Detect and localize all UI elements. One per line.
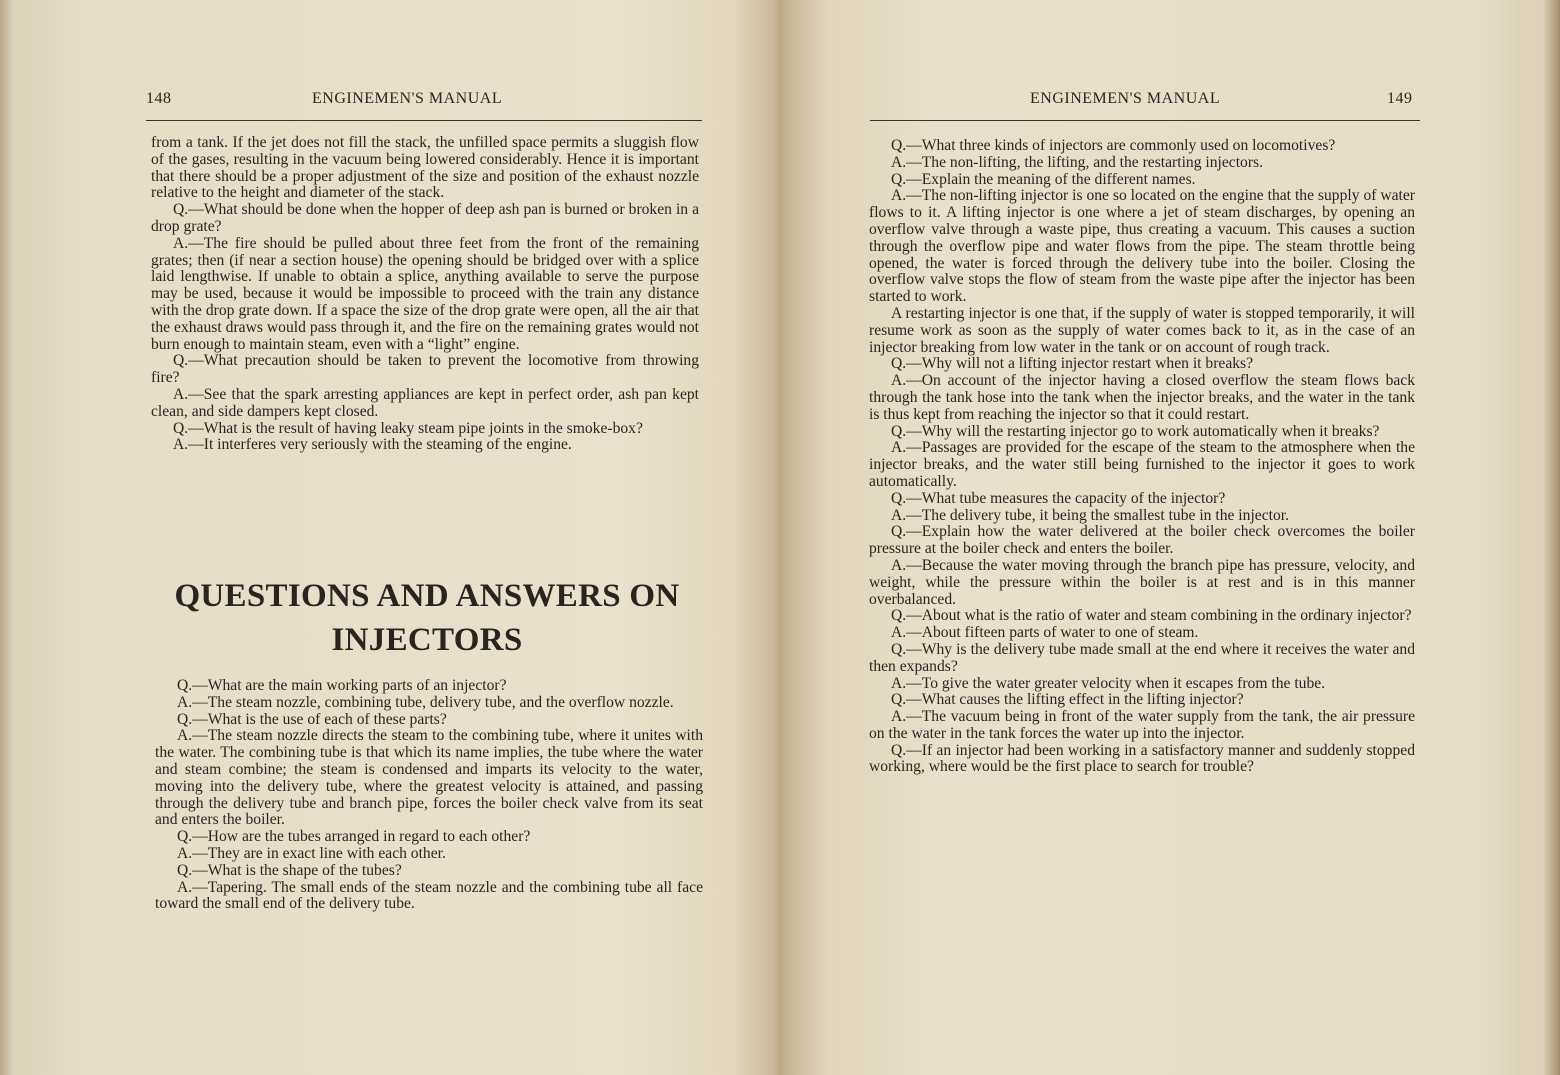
answer-paragraph: A.—The vacuum being in front of the water supply from the tank, the air pressure on the water in the tank forces the water up into the injector. <box>869 708 1415 742</box>
question-paragraph: Q.—Explain the meaning of the different names. <box>891 170 1196 188</box>
question-paragraph: Q.—Why will the restarting injector go to work automatically when it breaks? <box>891 422 1380 440</box>
left-header-rule <box>146 120 702 121</box>
answer-paragraph: A.—The delivery tube, it being the smallest tube in the injector. <box>891 506 1289 524</box>
answer-paragraph: A.—They are in exact line with each other. <box>177 844 446 862</box>
question-paragraph: Q.—About what is the ratio of water and steam combining in the ordinary injector? <box>891 607 1412 625</box>
question-paragraph: Q.—What are the main working parts of an injector? <box>177 677 507 694</box>
question-paragraph: Q.—If an injector had been working in a satisfactory manner and suddenly stopped working, where would be the first place to search for trouble? <box>869 741 1415 776</box>
answer-paragraph: A.—On account of the injector having a closed overflow the steam flows back through the tank hose into the tank when the injector breaks, and the water in the tank is thus kept from reaching the injector so that it could restart. <box>869 372 1415 423</box>
question-paragraph: Q.—What tube measures the capacity of the injector? <box>891 489 1226 507</box>
answer-paragraph: A.—Tapering. The small ends of the steam nozzle and the combining tube all face toward the small end of the delivery tube. <box>155 878 703 913</box>
right-header-rule <box>870 120 1420 121</box>
right-text-block <box>869 138 1415 776</box>
left-running-head: ENGINEMEN'S MANUAL <box>312 90 503 107</box>
answer-paragraph: A.—The steam nozzle directs the steam to the combining tube, where it unites with the water. The combining tube is that which its name implies, the tube where the water and steam combine; the steam is condensed and imparts its velocity to the water, moving into the delivery tube, where the greatest velocity is attained, and passing through the delivery tube and branch pipe, forces the boiler check valve from its seat and enters the boiler. <box>155 727 703 829</box>
answer-paragraph: A.—Passages are provided for the escape of the steam to the atmosphere when the injector breaks, and the water still being furnished to the injector it goes to work automatically. <box>869 439 1415 490</box>
question-paragraph: Q.—What is the result of having leaky steam pipe joints in the smoke-box? <box>173 419 643 437</box>
question-paragraph: Q.—How are the tubes arranged in regard to each other? <box>177 828 531 846</box>
right-page-number: 149 <box>1387 90 1413 107</box>
answer-paragraph: A.—The non-lifting, the lifting, and the restarting injectors. <box>891 153 1263 171</box>
left-bottom-text-block <box>155 678 703 913</box>
answer-paragraph: A.—About fifteen parts of water to one of steam. <box>891 624 1199 642</box>
section-heading <box>140 574 714 662</box>
section-heading-line-2: INJECTORS <box>331 622 523 658</box>
section-heading-line-1: QUESTIONS AND ANSWERS ON <box>174 578 680 614</box>
left-page-number: 148 <box>146 90 172 107</box>
right-running-head: ENGINEMEN'S MANUAL <box>1030 90 1221 107</box>
question-paragraph: Q.—Why is the delivery tube made small at the end where it receives the water and then expands? <box>869 640 1415 675</box>
answer-paragraph: A.—Because the water moving through the branch pipe has pressure, velocity, and weight, while the pressure within the boiler is at rest and is in this manner overbalanced. <box>869 556 1415 608</box>
question-paragraph: Q.—What should be done when the hopper of deep ash pan is burned or broken in a drop grate? <box>151 201 699 235</box>
body-paragraph: from a tank. If the jet does not fill the stack, the unfilled space permits a sluggish flow of the gases, resulting in the vacuum being lowered considerably. Hence it is important that there should be a proper adjustment of the size and position of the exhaust nozzle relative to the height and diameter of the stack. <box>151 134 699 202</box>
right-page <box>780 0 1560 1075</box>
left-top-text-block <box>151 135 699 454</box>
answer-paragraph: A.—It interferes very seriously with the steaming of the engine. <box>173 436 572 454</box>
question-paragraph: Q.—What is the shape of the tubes? <box>177 861 402 879</box>
answer-paragraph: A.—The steam nozzle, combining tube, delivery tube, and the overflow nozzle. <box>177 693 674 711</box>
question-paragraph: Q.—What three kinds of injectors are commonly used on locomotives? <box>891 137 1336 154</box>
answer-paragraph: A.—To give the water greater velocity when it escapes from the tube. <box>891 674 1326 692</box>
question-paragraph: Q.—What is the use of each of these parts? <box>177 710 447 728</box>
question-paragraph: Q.—Explain how the water delivered at the boiler check overcomes the boiler pressure at the boiler check and enters the boiler. <box>869 523 1415 558</box>
question-paragraph: Q.—What precaution should be taken to prevent the locomotive from throwing fire? <box>151 352 699 387</box>
answer-paragraph: A.—See that the spark arresting appliances are kept in perfect order, ash pan kept clean, and side dampers kept closed. <box>151 385 699 420</box>
question-paragraph: Q.—Why will not a lifting injector restart when it breaks? <box>891 355 1254 373</box>
question-paragraph: Q.—What causes the lifting effect in the lifting injector? <box>891 691 1244 709</box>
answer-paragraph: A.—The fire should be pulled about three feet from the front of the remaining grates; then (if near a section house) the opening should be bridged over with a splice laid lengthwise. If unable to obtain a splice, anything available to serve the purpose may be used, because it would be impossible to proceed with the train any distance with the drop grate down. If a space the size of the drop grate were open, all the air that the exhaust draws would pass through it, and the fire on the remaining grates would not burn enough to maintain steam, even with a “light” engine. <box>151 234 699 353</box>
body-paragraph: A restarting injector is one that, if the supply of water is stopped temporarily, it will resume work as soon as the supply of water comes back to it, as in the case of an injector breaking from low water in the tank or on account of rough track. <box>869 304 1415 356</box>
answer-paragraph: A.—The non-lifting injector is one so located on the engine that the supply of water flows to it. A lifting injector is one where a jet of steam discharges, by opening an overflow valve through a waste pipe, thus creating a vacuum. This causes a suction through the overflow pipe and water flows from the pipe. The steam throttle being opened, the water is forced through the delivery tube into the boiler. Closing the overflow valve stops the flow of steam from the waste pipe after the injector has been started to work. <box>869 187 1415 306</box>
